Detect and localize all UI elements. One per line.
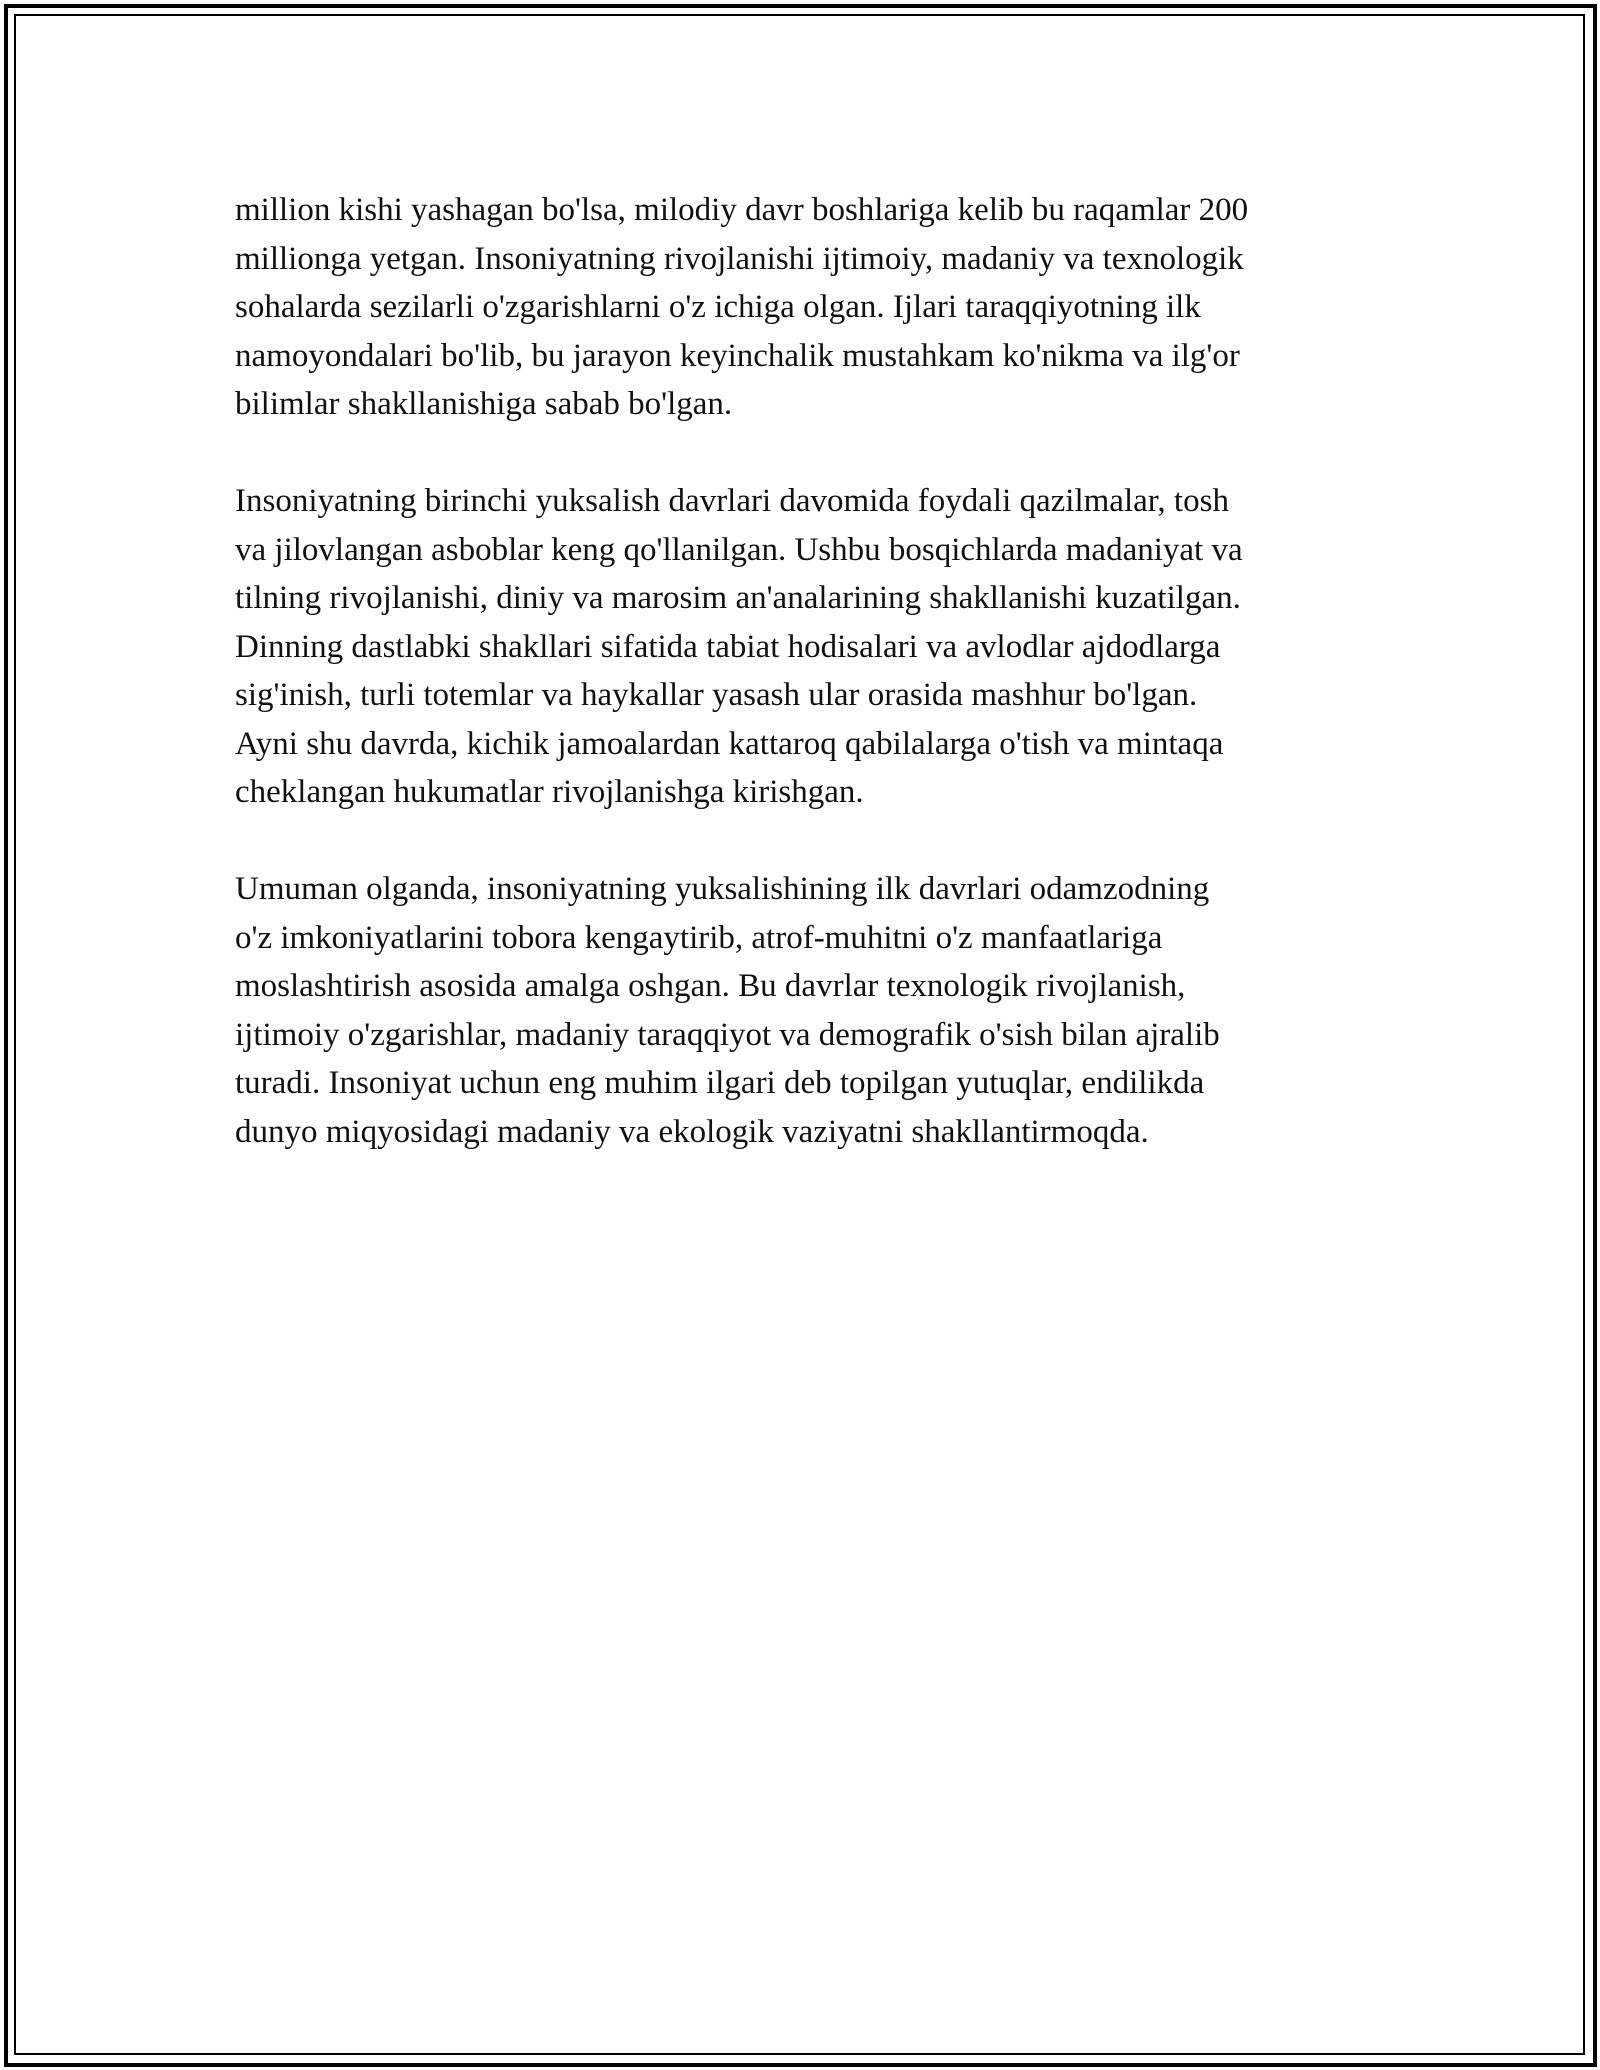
text-line: Dinning dastlabki shakllari sifatida tabiat hodisalari va avlodlar ajdodlarga [235,628,1221,665]
text-line: turadi. Insoniyat uchun eng muhim ilgari deb topilgan yutuqlar, endilikda [235,1065,1205,1101]
text-line: million kishi yashagan bo'lsa, milodiy davr boshlariga kelib bu raqamlar 200 [235,192,1249,228]
paragraph-3 [235,865,1365,1156]
text-line: Insoniyatning birinchi yuksalish davrlari davomida foydali qazilmalar, tosh [235,483,1229,519]
text-line: sohalarda sezilarli o'zgarishlarni o'z ichiga olgan. Ijlari taraqqiyotning ilk [235,289,1201,325]
paragraph-1 [235,186,1365,429]
text-line: bilimlar shakllanishiga sabab bo'lgan. [235,386,733,422]
text-line: o'z imkoniyatlarini tobora kengaytirib, atrof-muhitni o'z manfaatlariga [235,919,1163,956]
text-line: Umuman olganda, insoniyatning yuksalishining ilk davrlari odamzodning [235,871,1210,907]
text-line: millionga yetgan. Insoniyatning rivojlanishi ijtimoiy, madaniy va texnologik [235,240,1244,277]
text-line: moslashtirish asosida amalga oshgan. Bu davrlar texnologik rivojlanish, [235,968,1186,1004]
paragraph-2 [235,477,1365,817]
text-line: va jilovlangan asboblar keng qo'llanilgan. Ushbu bosqichlarda madaniyat va [235,531,1243,568]
text-line: namoyondalari bo'lib, bu jarayon keyinchalik mustahkam ko'nikma va ilg'or [235,337,1240,374]
text-line: dunyo miqyosidagi madaniy va ekologik vaziyatni shakllantirmoqda. [235,1113,1149,1150]
text-line: sig'inish, turli totemlar va haykallar yasash ular orasida mashhur bo'lgan. [235,677,1198,713]
document-body [235,186,1365,1205]
text-line: ijtimoiy o'zgarishlar, madaniy taraqqiyot va demografik o'sish bilan ajralib [235,1016,1220,1053]
text-line: cheklangan hukumatlar rivojlanishga kirishgan. [235,774,864,810]
text-line: Ayni shu davrda, kichik jamoalardan kattaroq qabilalarga o'tish va mintaqa [235,725,1224,762]
text-line: tilning rivojlanishi, diniy va marosim an'analarining shakllanishi kuzatilgan. [235,580,1241,616]
